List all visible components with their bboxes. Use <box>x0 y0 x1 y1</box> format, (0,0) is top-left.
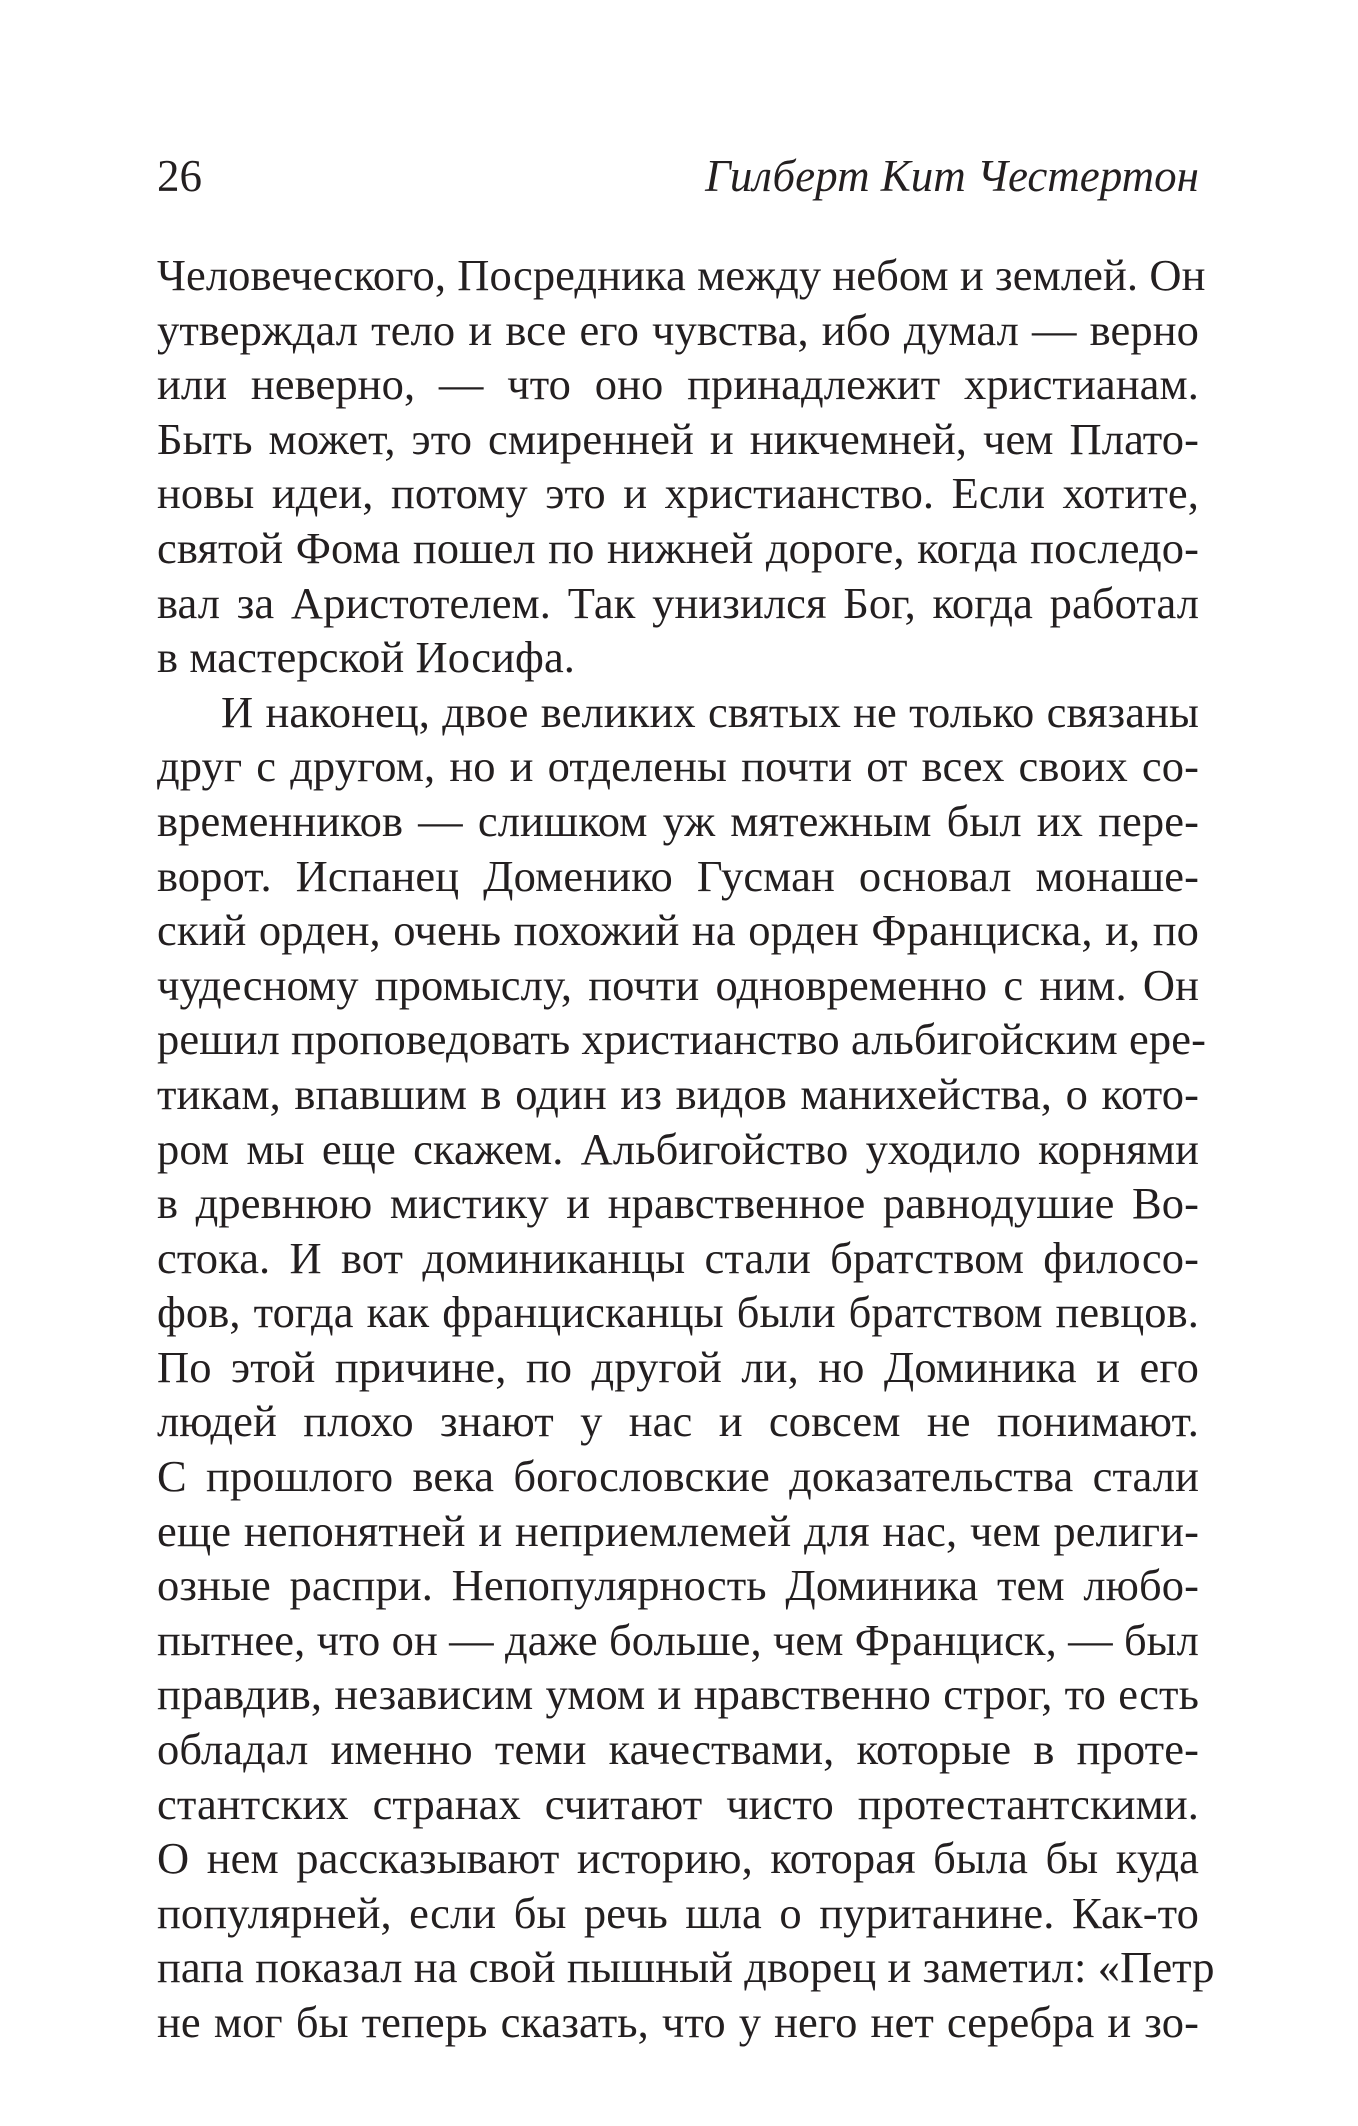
text-line: ворот. Испанец Доменико Гусман основал монаше- <box>157 850 1199 901</box>
running-head <box>157 148 1199 204</box>
text-line: обладал именно теми качествами, которые в проте- <box>157 1724 1199 1775</box>
text-line: людей плохо знают у нас и совсем не понимают. <box>157 1396 1199 1447</box>
text-line: папа показал на свой пышный дворец и заметил: «Петр <box>157 1942 1215 1993</box>
text-line: чудесному промыслу, почти одновременно с ним. Он <box>157 959 1199 1010</box>
text-line: ский орден, очень похожий на орден Франциска, и, по <box>157 905 1199 956</box>
text-line: По этой причине, по другой ли, но Доминика и его <box>157 1341 1199 1392</box>
text-line: друг с другом, но и отделены почти от всех своих со- <box>157 741 1199 792</box>
text-line: С прошлого века богословские доказательства стали <box>157 1451 1199 1502</box>
running-title: Гилберт Кит Честертон <box>705 151 1199 201</box>
text-line: утверждал тело и все его чувства, ибо думал — верно <box>157 304 1199 355</box>
text-line: ром мы еще скажем. Альбигойство уходило корнями <box>157 1123 1199 1174</box>
page-number: 26 <box>157 151 202 201</box>
text-line: святой Фома пошел по нижней дороге, когда последо- <box>157 522 1199 573</box>
text-line: временников — слишком уж мятежным был их пере- <box>157 795 1199 846</box>
text-line: тикам, впавшим в один из видов манихейства, о кото- <box>157 1068 1199 1119</box>
text-line: пытнее, что он — даже больше, чем Франциск, — был <box>157 1614 1199 1665</box>
text-line: Человеческого, Посредника между небом и землей. Он <box>157 250 1206 300</box>
text-line: фов, тогда как францисканцы были братством певцов. <box>157 1287 1199 1338</box>
text-line: не мог бы теперь сказать, что у него нет серебра и зо- <box>157 1997 1199 2047</box>
text-line: стока. И вот доминиканцы стали братством филосо- <box>157 1232 1199 1283</box>
text-line: решил проповедовать христианство альбигойским ере- <box>157 1014 1207 1065</box>
text-line: правдив, независим умом и нравственно строг, то есть <box>157 1669 1199 1720</box>
text-line: еще непонятней и неприемлемей для нас, чем религи- <box>157 1505 1199 1556</box>
text-line: в мастерской Иосифа. <box>157 632 576 683</box>
text-line: озные распри. Непопулярность Доминика тем любо- <box>157 1560 1199 1611</box>
text-line: вал за Аристотелем. Так унизился Бог, когда работал <box>157 577 1199 628</box>
text-line: стантских странах считают чисто протестантскими. <box>157 1778 1199 1829</box>
text-line: в древнюю мистику и нравственное равнодушие Во- <box>157 1178 1199 1229</box>
text-line: или неверно, — что оно принадлежит христианам. <box>157 359 1199 410</box>
body-text <box>157 248 1215 2050</box>
text-line: популярней, если бы речь шла о пуританине. Как-то <box>157 1887 1199 1938</box>
text-line: Быть может, это смиренней и никчемней, чем Плато- <box>157 413 1199 464</box>
text-line: новы идеи, потому это и христианство. Если хотите, <box>157 468 1199 519</box>
paragraph-first-line: И наконец, двое великих святых не только связаны <box>221 686 1199 737</box>
text-line: О нем рассказывают историю, которая была бы куда <box>157 1833 1199 1884</box>
